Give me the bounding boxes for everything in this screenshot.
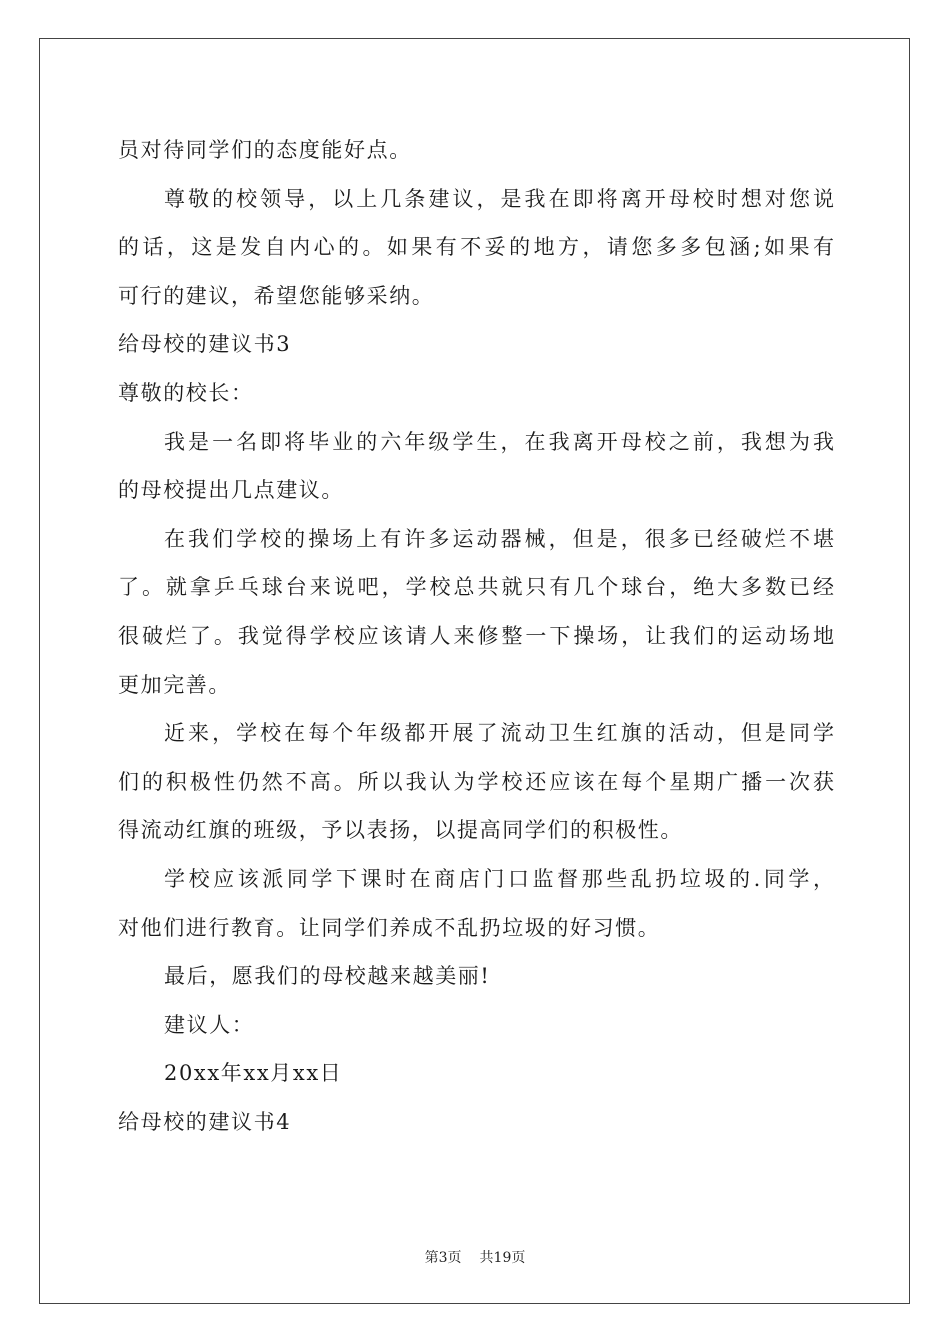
text-line: 20xx年xx月xx日 xyxy=(164,1061,343,1086)
text-line: 尊敬的校领导，以上几条建议，是我在即将离开母校时想对您说 xyxy=(164,186,834,211)
text-line: 了。就拿乒乓球台来说吧，学校总共就只有几个球台，绝大多数已经 xyxy=(118,575,834,600)
text-line: 很破烂了。我觉得学校应该请人来修整一下操场，让我们的运动场地 xyxy=(118,623,834,648)
text-line: 对他们进行教育。让同学们养成不乱扔垃圾的好习惯。 xyxy=(118,915,661,940)
text-line: 尊敬的校长： xyxy=(118,380,254,405)
total-pages-label: 共19页 xyxy=(479,1250,526,1266)
text-line: 建议人： xyxy=(164,1012,255,1037)
document-body xyxy=(118,126,834,1146)
text-line: 员对待同学们的态度能好点。 xyxy=(118,138,412,162)
text-line: 学校应该派同学下课时在商店门口监督那些乱扔垃圾的.同学， xyxy=(164,866,834,891)
page-footer xyxy=(0,1247,950,1267)
text-line: 的母校提出几点建议。 xyxy=(118,478,344,503)
text-line: 最后，愿我们的母校越来越美丽! xyxy=(164,964,491,989)
text-line: 的话，这是发自内心的。如果有不妥的地方，请您多多包涵;如果有 xyxy=(118,235,834,260)
text-line: 得流动红旗的班级，予以表扬，以提高同学们的积极性。 xyxy=(118,818,683,843)
text-line: 更加完善。 xyxy=(118,672,231,697)
text-line: 可行的建议，希望您能够采纳。 xyxy=(118,283,435,308)
text-line: 给母校的建议书3 xyxy=(118,332,292,357)
text-line: 我是一名即将毕业的六年级学生，在我离开母校之前，我想为我 xyxy=(164,429,834,454)
text-line: 给母校的建议书4 xyxy=(118,1109,292,1134)
text-line: 在我们学校的操场上有许多运动器械，但是，很多已经破烂不堪 xyxy=(164,526,834,551)
current-page-label: 第3页 xyxy=(424,1250,462,1266)
text-line: 们的积极性仍然不高。所以我认为学校还应该在每个星期广播一次获 xyxy=(118,769,834,794)
text-line: 近来，学校在每个年级都开展了流动卫生红旗的活动，但是同学 xyxy=(164,721,834,746)
